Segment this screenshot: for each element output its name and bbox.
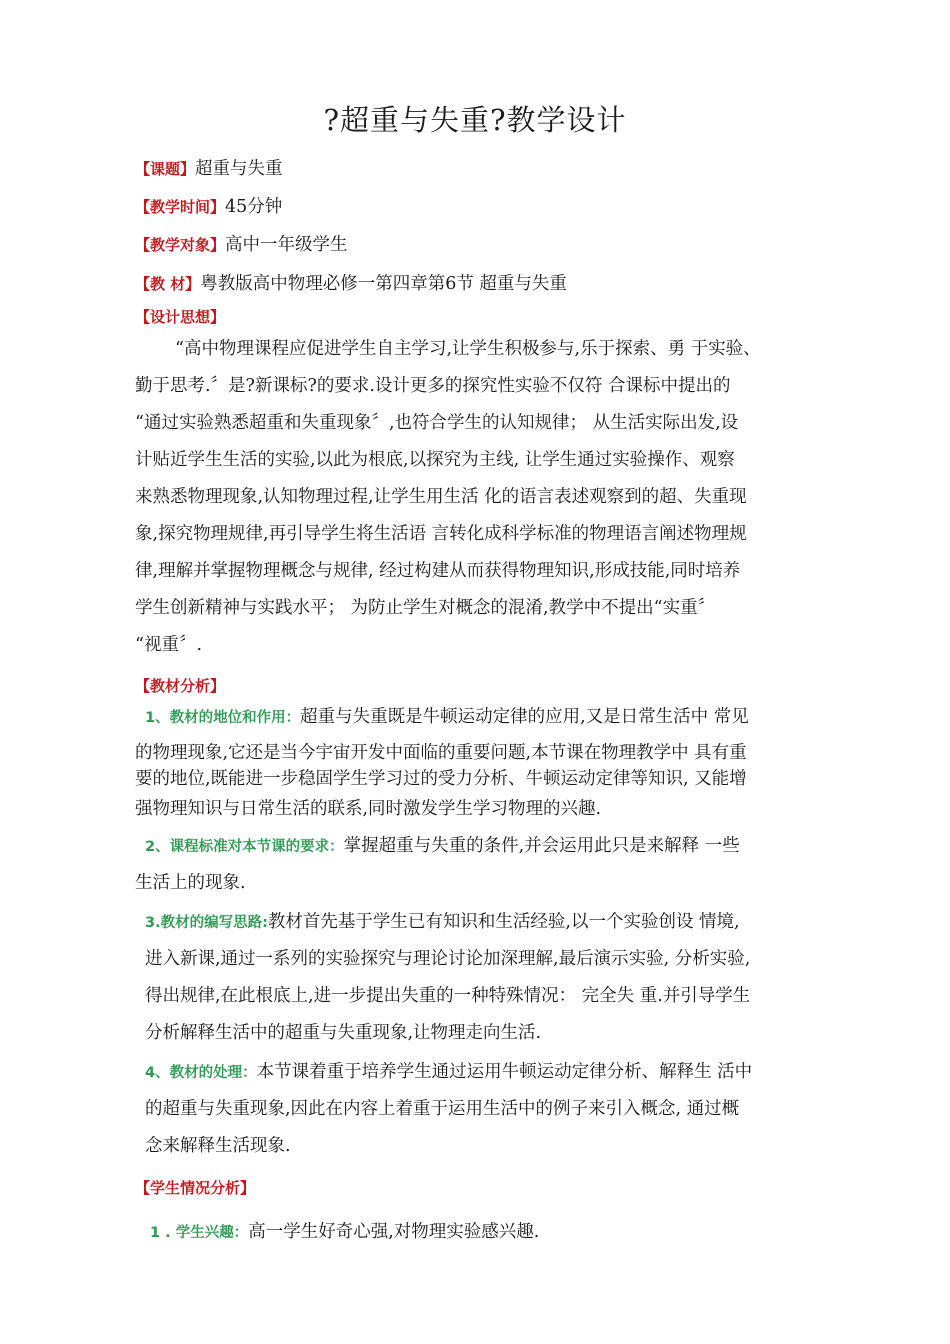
audience-row: [135, 233, 348, 257]
analysis-heading: [135, 674, 225, 698]
analysis-item-2-label: 2、课程标准对本节课的要求：: [145, 839, 344, 855]
students-heading: [135, 1176, 255, 1200]
design-line: 学生创新精神与实践水平； 为防止学生对概念的混淆,教学中不提出“实重〞: [135, 598, 716, 618]
design-line: 计贴近学生生活的实验,以此为根底,以探究为主线, 让学生通过实验操作、观察: [135, 450, 735, 470]
students-item-1-label: 1 . 学生兴趣：: [150, 1225, 249, 1241]
analysis-item-3-line: 得出规律,在此根底上,进一步提出失重的一种特殊情况： 完全失 重.并引导学生: [145, 986, 751, 1006]
analysis-item-1-line: 的物理现象,它还是当今宇宙开发中面临的重要问题,本节课在物理教学中 具有重: [135, 743, 747, 763]
analysis-item-1-label: 1、教材的地位和作用：: [145, 710, 301, 726]
audience-value: 高中一年级学生: [225, 235, 348, 255]
students-tag: 【学生情况分析】: [135, 1179, 256, 1197]
analysis-item-4-line: 的超重与失重现象,因此在内容上着重于运用生活中的例子来引入概念, 通过概: [145, 1099, 740, 1119]
analysis-item-3-label: 3.教材的编写思路:: [145, 915, 268, 931]
design-line: 勤于思考.〞是?新课标?的要求.设计更多的探究性实验不仅符 合课标中提出的: [135, 376, 731, 396]
analysis-item-1-line: 要的地位,既能进一步稳固学生学习过的受力分析、牛顿运动定律等知识, 又能增: [135, 769, 747, 789]
design-line: “高中物理课程应促进学生自主学习,让学生积极参与,乐于探索、勇 于实验、: [175, 339, 761, 359]
topic-row: [135, 157, 283, 181]
analysis-item-4-line: 念来解释生活现象.: [145, 1136, 291, 1156]
page-title: ?超重与失重?教学设计: [323, 103, 627, 137]
design-heading: [135, 305, 225, 329]
design-line: “通过实验熟悉超重和失重现象〞,也符合学生的认知规律； 从生活实际出发,设: [135, 413, 739, 433]
material-value: 粤教版高中物理必修一第四章第6节 超重与失重: [200, 274, 567, 294]
analysis-item-3: [145, 910, 740, 935]
audience-tag: 【教学对象】: [135, 236, 226, 254]
analysis-item-3-text: 教材首先基于学生已有知识和生活经验,以一个实验创设 情境,: [267, 912, 740, 932]
analysis-item-1-line: 强物理知识与日常生活的联系,同时激发学生学习物理的兴趣.: [135, 799, 602, 819]
topic-value: 超重与失重: [195, 159, 283, 179]
analysis-item-1-text: 超重与失重既是牛顿运动定律的应用,又是日常生活中 常见: [300, 707, 749, 727]
design-line: 律,理解并掌握物理概念与规律, 经过构建从而获得物理知识,形成技能,同时培养: [135, 561, 741, 581]
design-line: “视重〞.: [135, 635, 203, 655]
material-tag: 【教 材】: [135, 275, 201, 293]
time-value: 45分钟: [225, 197, 283, 217]
design-line: 来熟悉物理现象,认知物理过程,让学生用生活 化的语言表述观察到的超、失重现: [135, 487, 747, 507]
analysis-item-4-label: 4、教材的处理：: [145, 1065, 257, 1081]
time-tag: 【教学时间】: [135, 198, 226, 216]
analysis-item-4: [145, 1060, 752, 1085]
design-tag: 【设计思想】: [135, 308, 226, 326]
students-item-1: [150, 1220, 539, 1245]
analysis-item-2-text: 掌握超重与失重的条件,并会运用此只是来解释 一些: [343, 836, 740, 856]
analysis-item-3-line: 进入新课,通过一系列的实验探究与理论讨论加深理解,最后演示实验, 分析实验,: [145, 949, 751, 969]
design-line: 象,探究物理规律,再引导学生将生活语 言转化成科学标准的物理语言阐述物理规: [135, 524, 747, 544]
analysis-tag: 【教材分析】: [135, 677, 226, 695]
analysis-item-2-line: 生活上的现象.: [135, 873, 246, 893]
students-item-1-text: 高一学生好奇心强,对物理实验感兴趣.: [248, 1222, 540, 1242]
analysis-item-1: [145, 705, 749, 730]
analysis-item-2: [145, 834, 740, 859]
analysis-item-4-text: 本节课着重于培养学生通过运用牛顿运动定律分析、解释生 活中: [256, 1062, 753, 1082]
analysis-item-3-line: 分析解释生活中的超重与失重现象,让物理走向生活.: [145, 1023, 542, 1043]
material-row: [135, 272, 567, 296]
time-row: [135, 195, 282, 219]
topic-tag: 【课题】: [135, 160, 196, 178]
